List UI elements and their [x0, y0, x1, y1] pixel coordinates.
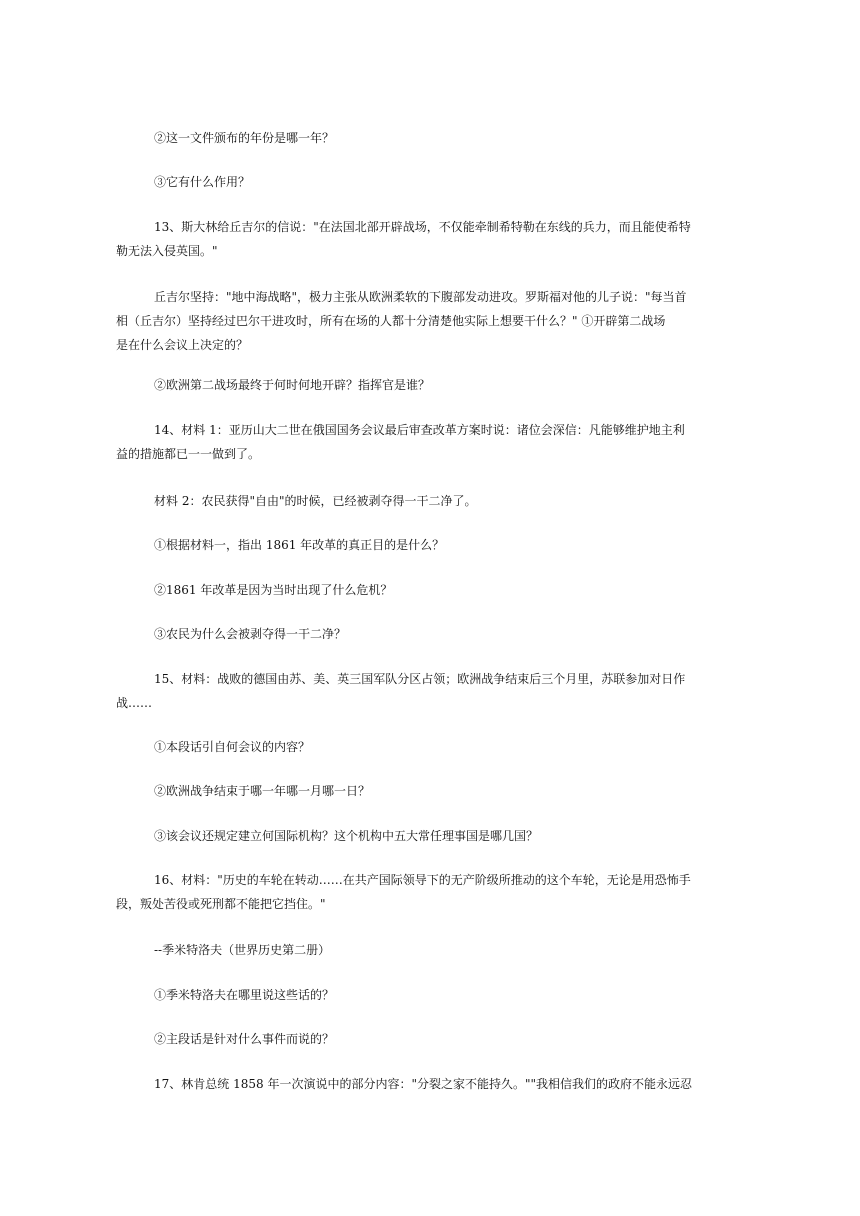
text-line: 14、材料 1：亚历山大二世在俄国国务会议最后审查改革方案时说：诸位会深信：凡能够维护地主利 [154, 423, 685, 437]
question-12-item-3 [116, 170, 730, 194]
question-15-material [116, 667, 730, 715]
question-14-item-1 [116, 533, 730, 557]
question-16-item-2 [116, 1027, 730, 1051]
text-line: ②欧洲第二战场最终于何时何地开辟？指挥官是谁？ [154, 378, 431, 392]
text-line: 材料 2：农民获得"自由"的时候，已经被剥夺得一干二净了。 [154, 494, 477, 508]
text-line: ①本段话引自何会议的内容？ [154, 740, 311, 754]
question-16-source [116, 938, 730, 962]
text-line: 段，叛处苦役或死刑都不能把它挡住。" [116, 897, 326, 911]
question-15-item-3 [116, 824, 730, 848]
text-line: ①季米特洛夫在哪里说这些话的？ [154, 988, 335, 1002]
question-17-stem [116, 1072, 730, 1096]
text-line: ③该会议还规定建立何国际机构？这个机构中五大常任理事国是哪几国？ [154, 829, 539, 843]
question-12-item-2 [116, 126, 730, 150]
text-line: 勒无法入侵英国。" [116, 244, 218, 258]
text-line: 战…… [116, 696, 153, 710]
question-14-material-1 [116, 418, 730, 466]
text-line: --季米特洛夫（世界历史第二册） [154, 943, 331, 957]
text-line: 益的措施都已一一做到了。 [116, 447, 261, 461]
text-line: ②欧洲战争结束于哪一年哪一月哪一日？ [154, 784, 371, 798]
text-line: 17、林肯总统 1858 年一次演说中的部分内容："分裂之家不能持久。""我相信我们的政府不能永远忍 [154, 1077, 692, 1091]
text-line: 是在什么会议上决定的？ [116, 338, 249, 352]
question-15-item-1 [116, 735, 730, 759]
question-16-material [116, 868, 730, 916]
question-13-stem [116, 215, 730, 263]
question-14-material-2 [116, 489, 730, 513]
text-line: ②主段话是针对什么事件而说的？ [154, 1032, 335, 1046]
text-line: 丘吉尔坚持："地中海战略"，极力主张从欧洲柔软的下腹部发动进攻。罗斯福对他的儿子说："每当首 [154, 290, 687, 304]
text-line: 15、材料：战败的德国由苏、美、英三国军队分区占领；欧洲战争结束后三个月里，苏联参加对日作 [154, 672, 686, 686]
text-line: ③农民为什么会被剥夺得一干二净？ [154, 627, 347, 641]
text-line: ②1861 年改革是因为当时出现了什么危机？ [154, 583, 393, 597]
question-13-item-2 [116, 373, 730, 397]
text-line: ③它有什么作用？ [154, 175, 251, 189]
question-15-item-2 [116, 779, 730, 803]
text-line: ②这一文件颁布的年份是哪一年？ [154, 131, 335, 145]
text-line: ①根据材料一，指出 1861 年改革的真正目的是什么？ [154, 538, 445, 552]
text-line: 13、斯大林给丘吉尔的信说："在法国北部开辟战场，不仅能牵制希特勒在东线的兵力，而且能使希特 [154, 220, 691, 234]
question-14-item-3 [116, 622, 730, 646]
text-line: 相（丘吉尔）坚持经过巴尔干进攻时，所有在场的人都十分清楚他实际上想要干什么？" ①开辟第二战场 [116, 314, 666, 328]
question-16-item-1 [116, 983, 730, 1007]
question-14-item-2 [116, 578, 730, 602]
question-13-material [116, 285, 730, 357]
text-line: 16、材料："历史的车轮在转动……在共产国际领导下的无产阶级所推动的这个车轮，无论是用恐怖手 [154, 873, 691, 887]
